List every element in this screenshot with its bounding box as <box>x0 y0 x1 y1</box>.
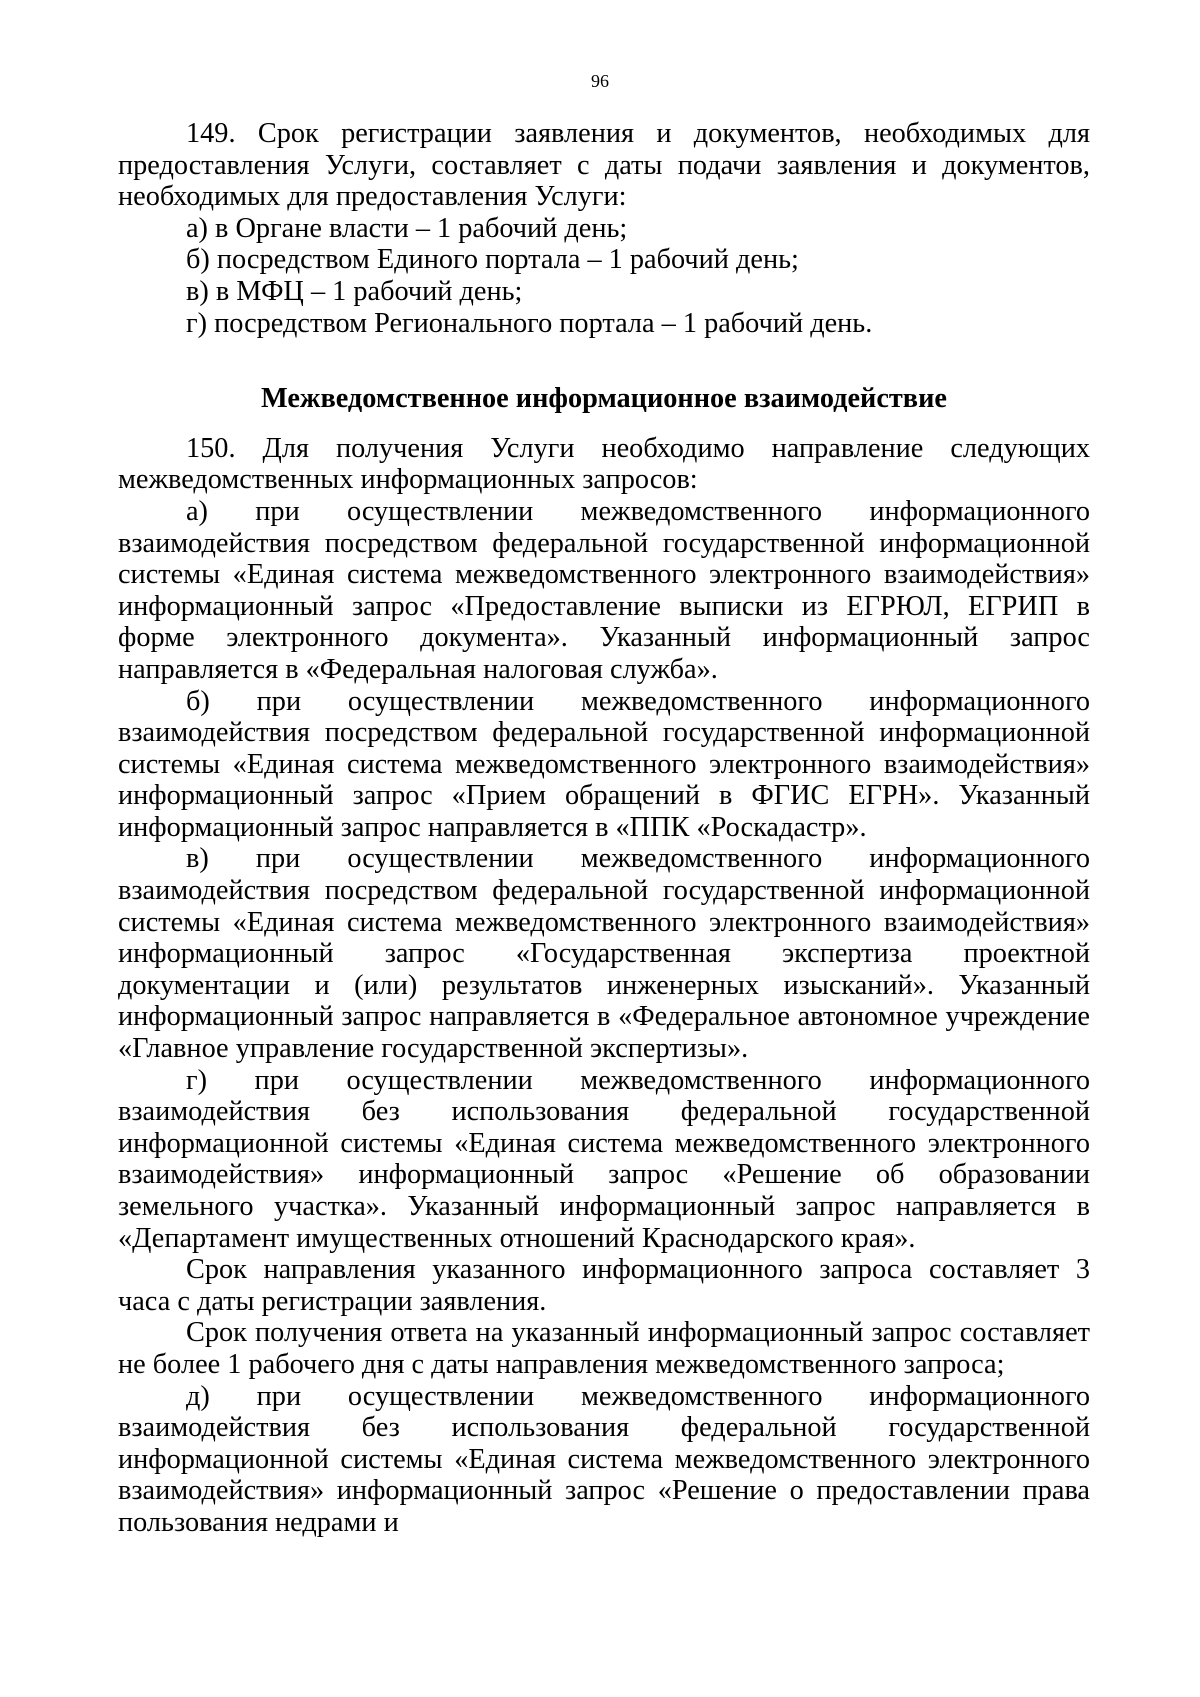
request-send-deadline: Срок направления указанного информационного запроса составляет 3 часа с даты регистрации заявления. <box>118 1254 1090 1317</box>
section-149-intro: 149. Срок регистрации заявления и документов, необходимых для предоставления Услуги, составляет с даты подачи заявления и документов, необходимых для предоставления Услуги: <box>118 118 1090 213</box>
section-149-item-a: а) в Органе власти – 1 рабочий день; <box>186 212 628 244</box>
section-150-paragraph-v: в) при осуществлении межведомственного информационного взаимодействия посредством федеральной государственной информационной системы «Единая система межведомственного электронного взаимодействия» информационный запрос «Государственная экспертиза проектной документации и (или) результатов инженерных изысканий». Указанный информационный запрос направляется в «Федеральное автономное учреждение «Главное управление государственной экспертизы». <box>118 843 1090 1065</box>
section-149-item-b: б) посредством Единого портала – 1 рабочий день; <box>186 244 799 276</box>
section-heading: Межведомственное информационное взаимодействие <box>261 383 947 415</box>
section-150-paragraph-a: а) при осуществлении межведомственного информационного взаимодействия посредством федеральной государственной информационной системы «Единая система межведомственного электронного взаимодействия» информационный запрос «Предоставление выписки из ЕГРЮЛ, ЕГРИП в форме электронного документа». Указанный информационный запрос направляется в «Федеральная налоговая служба». <box>118 495 1090 685</box>
section-150-paragraph-g: г) при осуществлении межведомственного информационного взаимодействия без использования федеральной государственной информационной системы «Единая система межведомственного электронного взаимодействия» информационный запрос «Решение об образовании земельного участка». Указанный информационный запрос направляется в «Департамент имущественных отношений Краснодарского края». <box>118 1064 1090 1254</box>
section-150-paragraph-b: б) при осуществлении межведомственного информационного взаимодействия посредством федеральной государственной информационной системы «Единая система межведомственного электронного взаимодействия» информационный запрос «Прием обращений в ФГИС ЕГРН». Указанный информационный запрос направляется в «ППК «Роскадастр». <box>118 685 1090 843</box>
document-body <box>118 118 1090 1539</box>
page-number: 96 <box>591 71 609 91</box>
section-150-paragraph-d: д) при осуществлении межведомственного информационного взаимодействия без использования федеральной государственной информационной системы «Единая система межведомственного электронного взаимодействия» информационный запрос «Решение о предоставлении права пользования недрами и <box>118 1380 1090 1538</box>
section-150-intro: 150. Для получения Услуги необходимо направление следующих межведомственных информационных запросов: <box>118 432 1090 496</box>
section-149-item-v: в) в МФЦ – 1 рабочий день; <box>186 275 523 307</box>
section-149-item-g: г) посредством Регионального портала – 1 рабочий день. <box>186 307 873 339</box>
response-deadline: Срок получения ответа на указанный информационный запрос составляет не более 1 рабочего дня с даты направления межведомственного запроса; <box>118 1317 1090 1380</box>
